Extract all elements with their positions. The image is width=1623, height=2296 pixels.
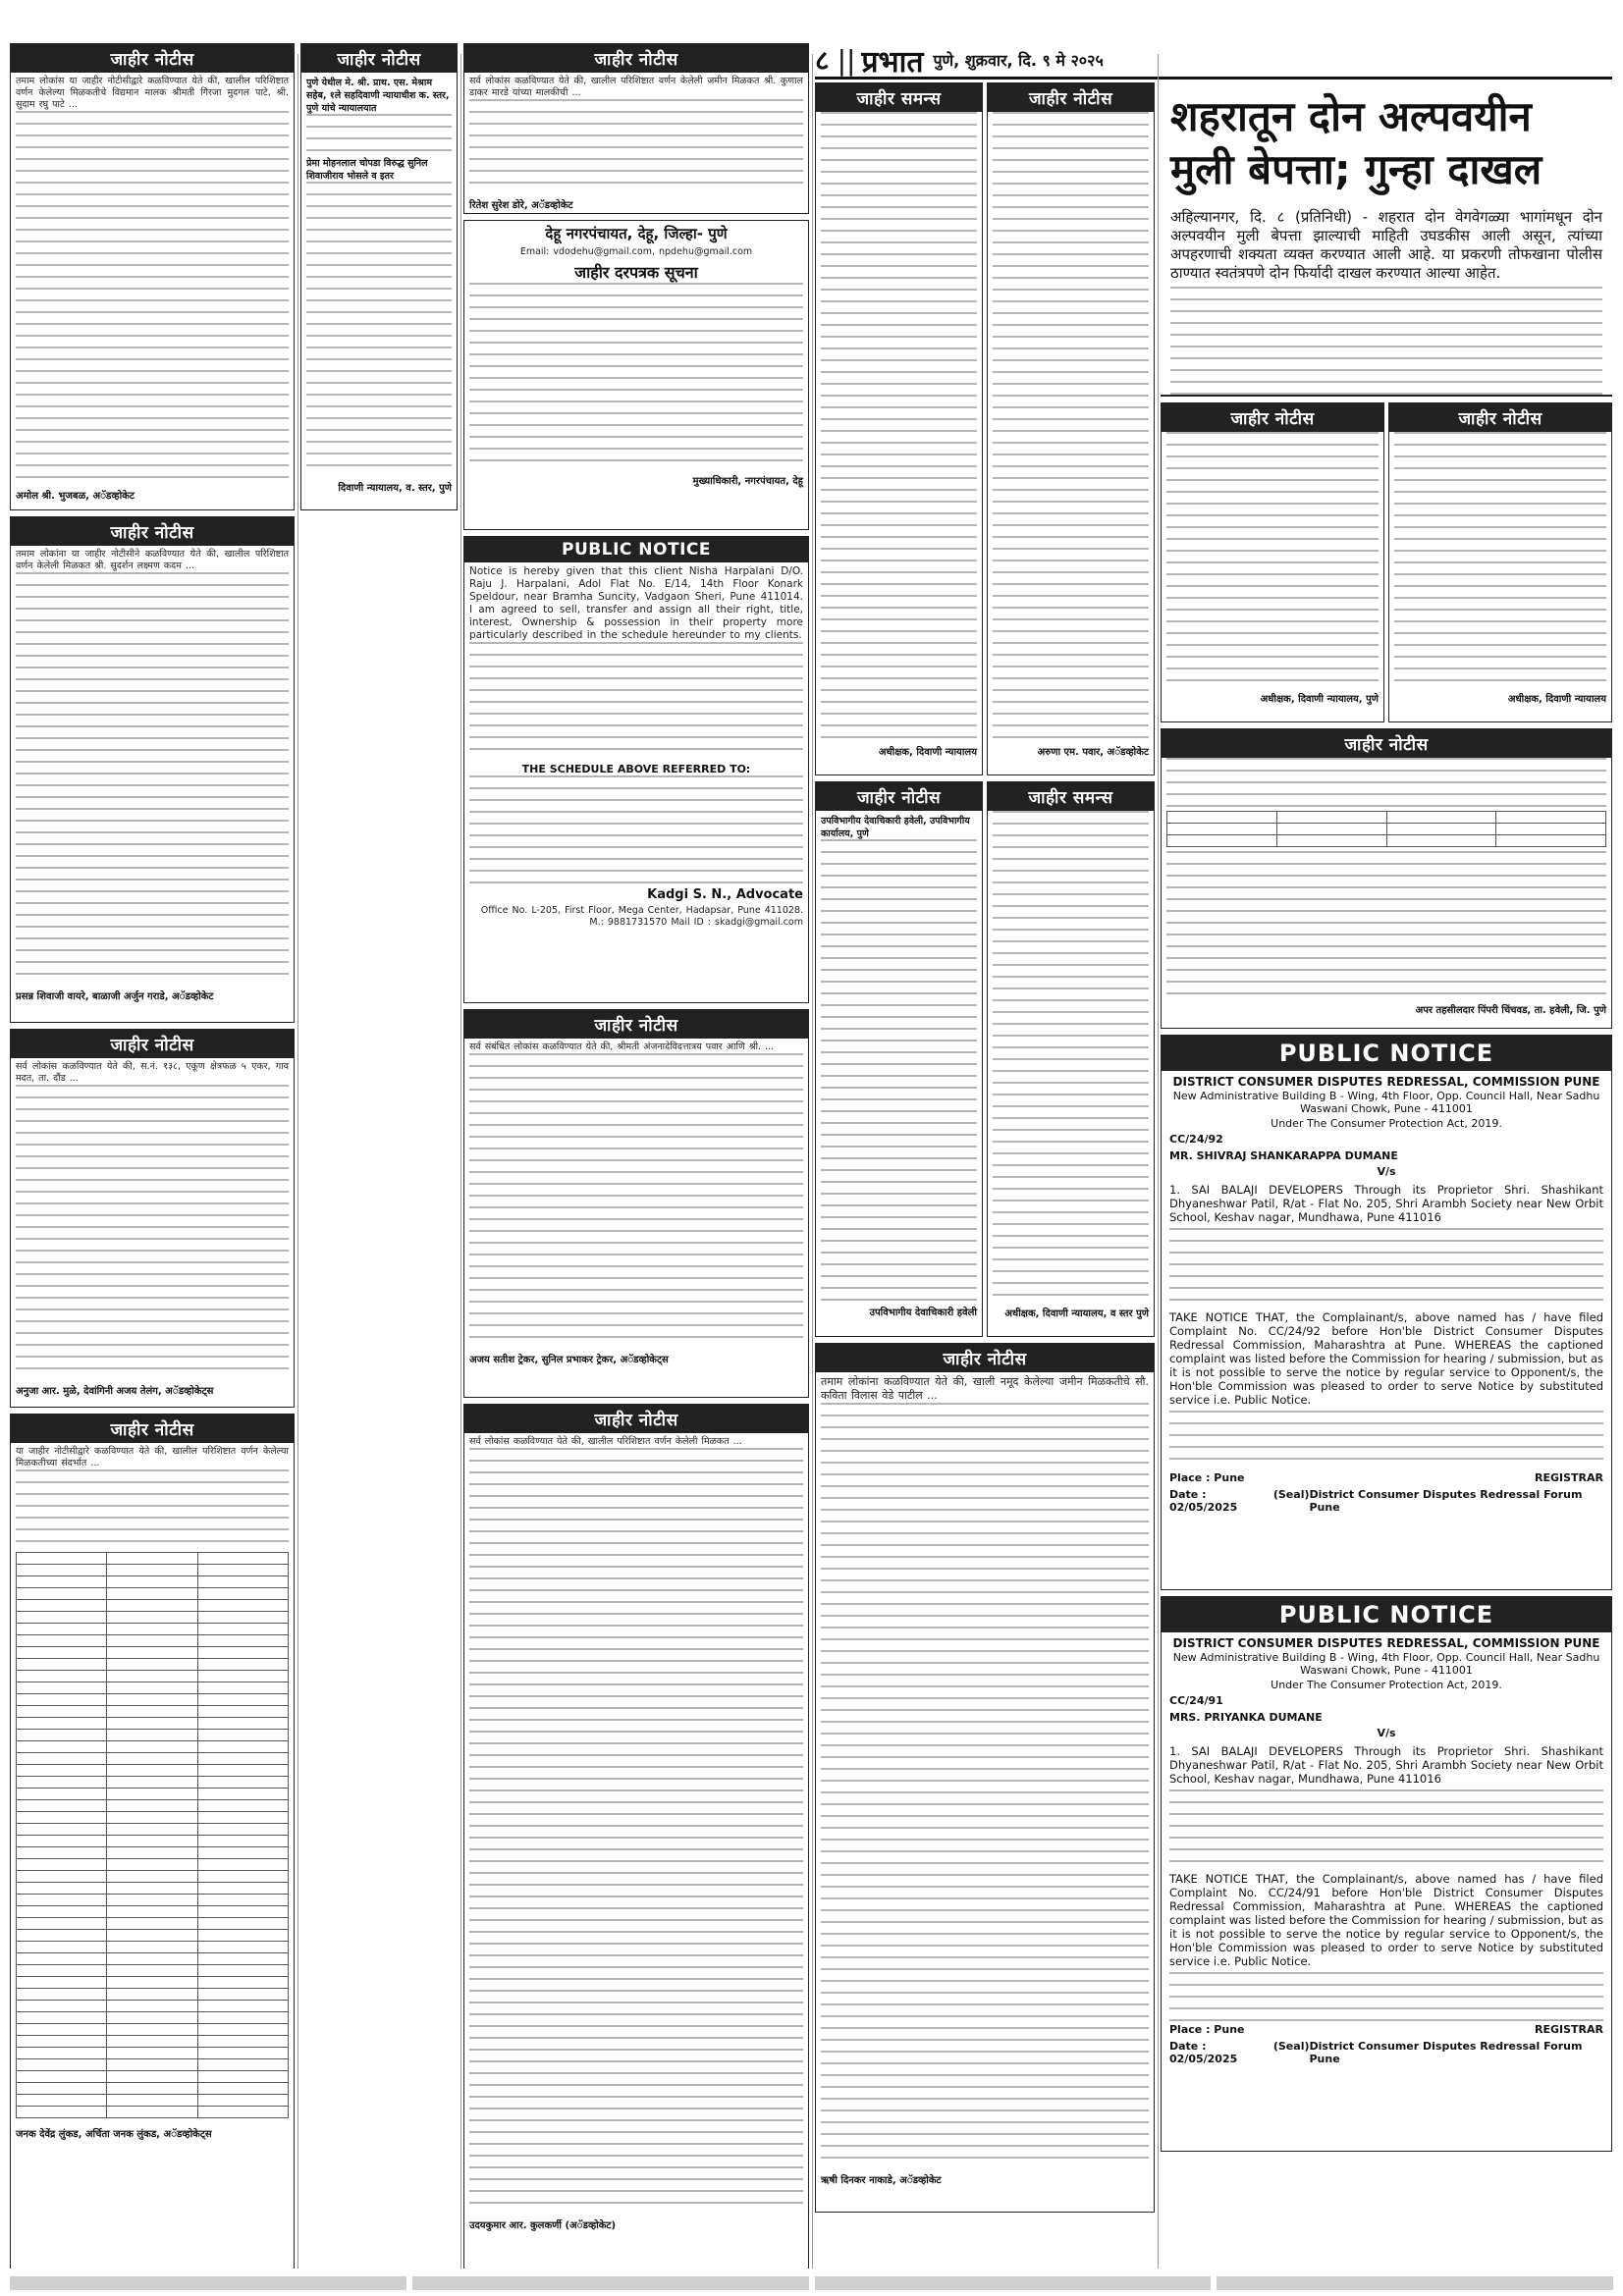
notice-signature: अधीक्षक, दिवाणी न्यायालय bbox=[1507, 694, 1606, 705]
notice-title: जाहीर समन्स bbox=[988, 782, 1154, 811]
registrar-label: REGISTRAR bbox=[1535, 2023, 1603, 2036]
case-number: CC/24/92 bbox=[1169, 1133, 1223, 1146]
notice-signature: जनक देवेंद्र लुंकड, अर्चिता जनक लुंकड, अॅडव्होकेट्स bbox=[16, 2129, 212, 2140]
notice-signature: अनुजा आर. मुळे, देवांगिनी अजय तेलंग, अॅडव्होकेट्स bbox=[16, 1386, 214, 1397]
notice-signature: अधीक्षक, दिवाणी न्यायालय, पुणे bbox=[1260, 694, 1379, 705]
notice-body-lines bbox=[821, 112, 977, 740]
notice-title: जाहीर नोटीस bbox=[464, 44, 808, 73]
notice-samans-2 bbox=[987, 781, 1155, 1337]
date-row bbox=[1162, 2038, 1611, 2067]
notice-signature: उपविभागीय देवाचिकारी हवेली bbox=[869, 1308, 977, 1318]
notice-title: PUBLIC NOTICE bbox=[1162, 1036, 1611, 1071]
notice-6-3 bbox=[1161, 728, 1612, 1029]
respondent-lines bbox=[1169, 1228, 1603, 1307]
complainant-name: MR. SHIVRAJ SHANKARAPPA DUMANE bbox=[1169, 1149, 1398, 1162]
place: Place : Pune bbox=[1169, 2023, 1245, 2036]
commission-address: New Administrative Building B - Wing, 4th Floor, Opp. Council Hall, Near Sadhu Waswani Chowk, Pune - 411001 bbox=[1172, 1651, 1600, 1677]
forum-name: District Consumer Disputes Redressal Forum Pune bbox=[1309, 2040, 1583, 2065]
public-notice-consumer-1 bbox=[1161, 1035, 1612, 1590]
notice-tender bbox=[463, 220, 809, 530]
notice-body-lines bbox=[1169, 1411, 1603, 1469]
complainant-row bbox=[1162, 1148, 1611, 1164]
notice-title: जाहीर नोटीस bbox=[11, 1030, 294, 1058]
notice-body: TAKE NOTICE THAT, the Complainant/s, above named has / have filed Complaint No. CC/24/92 before Hon'ble District Consumer Disputes Redressal Commission, Maharashtra at Pune. WHEREAS the captioned complaint was listed before the Commission for hearing / submission, but as it is not possible to serve the notice by regular service to Opponent/s, the Hon'ble Commission was pleased to order to serve Notice by substituted service i.e. Public Notice. bbox=[1169, 1310, 1603, 1407]
notice-text: Notice is hereby given that this client Nisha Harpalani D/O. Raju J. Harpalani, Adol Flat No. E/14, 14th Floor Konark Speldour, near Bramha Suncity, Vadgaon Sheri, Pune 411014. I am agreed to sell, transfer and assign all their right, title, interest, Ownership & possession in their property more particularly described in the schedule hereunder to my clients. bbox=[469, 565, 803, 641]
notice-text: सर्व लोकांस कळविण्यात येते की, खालील परिशिष्टात वर्णन केलेली जमीन मिळकत श्री. कुणाल डाकर मारडे यांच्या मालकीची ... bbox=[469, 76, 803, 98]
notice-text: सर्व लोकांस कळविण्यात येते की, खालील परिशिष्टात वर्णन केलेली मिळकत ... bbox=[469, 1436, 742, 1447]
seal: (Seal) bbox=[1272, 1488, 1310, 1501]
forum-name: District Consumer Disputes Redressal Forum Pune bbox=[1309, 1488, 1583, 1514]
notice-3-4 bbox=[463, 1009, 809, 1398]
commission-name: DISTRICT CONSUMER DISPUTES REDRESSAL, COMMISSION PUNE bbox=[1172, 1075, 1600, 1089]
notice-5-2 bbox=[987, 82, 1155, 775]
notice-signature: मुख्याधिकारी, नगरपंचायत, देहू bbox=[692, 476, 803, 487]
date: Date : 02/05/2025 bbox=[1169, 2040, 1238, 2065]
notice-signature: अरुणा एम. पवार, अॅडव्होकेट bbox=[1037, 747, 1149, 758]
respondents: 1. SAI BALAJI DEVELOPERS Through its Proprietor Shri. Shashikant Dhyaneshwar Patil, R/at - Flat No. 205, Shri Arambh Society near New Orbit School, Keshav nagar, Mundhawa, Pune 411016 bbox=[1169, 1183, 1603, 1224]
column-3 bbox=[463, 43, 809, 2269]
date-row bbox=[1162, 1486, 1611, 1516]
col6-notice-row bbox=[1161, 402, 1612, 728]
notice-title: जाहीर नोटीस bbox=[301, 44, 457, 73]
versus-label: V/s bbox=[1377, 1727, 1396, 1739]
notice-title: जाहीर नोटीस bbox=[816, 1344, 1154, 1372]
registrar-label: REGISTRAR bbox=[1535, 1471, 1603, 1484]
column-divider bbox=[460, 54, 461, 2269]
place: Place : Pune bbox=[1169, 1471, 1245, 1484]
commission-act: Under The Consumer Protection Act, 2019. bbox=[1271, 1117, 1502, 1130]
notice-title: जाहीर नोटीस bbox=[11, 517, 294, 546]
notice-body-lines bbox=[469, 1448, 803, 2214]
notice-signature: प्रसन्न शिवाजी वायरे, बाळाजी अर्जुन गराडे, अॅडव्होकेट bbox=[16, 991, 214, 1002]
notice-body-lines bbox=[993, 811, 1149, 1302]
notice-title: जाहीर समन्स bbox=[816, 83, 982, 112]
notice-text: या जाहीर नोटीसीद्वारे कळविण्यात येते की, खालील परिशिष्टात वर्णन केलेल्या मिळकतीच्या संदर्भात ... bbox=[16, 1446, 289, 1468]
notice-body-lines bbox=[993, 112, 1149, 740]
notice-title: जाहीर नोटीस bbox=[11, 44, 294, 73]
column-1 bbox=[10, 43, 295, 2269]
notice-body-lines bbox=[16, 572, 289, 985]
public-notice-consumer-2 bbox=[1161, 1596, 1612, 2152]
notice-body-lines bbox=[469, 775, 803, 883]
court-name: पुणे येथील मे. श्री. प्राथ. एस. मेश्राम सहेब, १ले सहदिवाणी न्यायाधीश क. स्तर, पुणे यांचे न्यायालयात bbox=[306, 78, 450, 114]
column-divider bbox=[812, 54, 813, 2269]
notice-body-lines bbox=[1166, 851, 1606, 998]
notice-signature: अधीक्षक, दिवाणी न्यायालय, व स्तर पुणे bbox=[1004, 1308, 1149, 1319]
commission-address: New Administrative Building B - Wing, 4th Floor, Opp. Council Hall, Near Sadhu Waswani Chowk, Pune - 411001 bbox=[1172, 1090, 1600, 1115]
notice-title: जाहीर नोटीस bbox=[464, 1405, 808, 1433]
news-story bbox=[1161, 82, 1612, 397]
complainant-name: MRS. PRIYANKA DUMANE bbox=[1169, 1711, 1323, 1724]
notice-3 bbox=[10, 1029, 295, 1408]
notice-samans-1 bbox=[815, 82, 983, 775]
notice-6-1 bbox=[1161, 402, 1384, 722]
case-number-row bbox=[1162, 1692, 1611, 1709]
place-row bbox=[1162, 2021, 1611, 2038]
notice-signature: अजय सतीश ट्रेकर, सुनिल प्रभाकर ट्रेकर, अॅडव्होकेट्स bbox=[469, 1355, 669, 1365]
notice-text: सर्व लोकांस कळविण्यात येते की, स.नं. १३८, एकूण क्षेत्रफळ ५ एकर, गाव मदत, ता. दौंड ... bbox=[16, 1061, 289, 1084]
masthead-divider-icon: || bbox=[837, 43, 856, 77]
notice-text: तमाम लोकांना कळविण्यात येते की, खाली नमूद केलेल्या जमीन मिळकतीचे सौ. कविता विलास वेडे पाटील ... bbox=[821, 1375, 1149, 1402]
case-number: CC/24/91 bbox=[1169, 1694, 1223, 1707]
respondents: 1. SAI BALAJI DEVELOPERS Through its Proprietor Shri. Shashikant Dhyaneshwar Patil, R/at - Flat No. 205, Shri Arambh Society near New Orbit School, Keshav nagar, Mundhawa, Pune 411016 bbox=[1169, 1744, 1603, 1786]
notice-body-lines bbox=[469, 642, 803, 760]
notice-title: PUBLIC NOTICE bbox=[1162, 1597, 1611, 1632]
notice-2 bbox=[10, 516, 295, 1023]
notice-5-3 bbox=[815, 781, 983, 1337]
footer-strip bbox=[0, 2276, 1623, 2290]
notice-body: TAKE NOTICE THAT, the Complainant/s, above named has / have filed Complaint No. CC/24/91 before Hon'ble District Consumer Disputes Redressal Commission, Maharashtra at Pune. WHEREAS the captioned complaint was listed before the Commission for hearing / submission, but as it is not possible to serve the notice by regular service to Opponent/s, the Hon'ble Commission was pleased to order to serve Notice by substituted service i.e. Public Notice. bbox=[1169, 1872, 1603, 1968]
col5-top-row bbox=[815, 82, 1155, 781]
notice-title: जाहीर दरपत्रक सूचना bbox=[574, 263, 698, 282]
notice-body-lines bbox=[821, 839, 977, 1301]
org-email: Email: vdodehu@gmail.com, npdehu@gmail.com bbox=[519, 246, 753, 257]
notice-body-lines bbox=[469, 99, 803, 193]
notice-4 bbox=[10, 1414, 295, 2269]
org-name: देहू नगरपंचायत, देहू, जिल्हा- पुणे bbox=[545, 225, 728, 242]
public-notice-english bbox=[463, 536, 809, 1003]
schedule-table bbox=[1166, 811, 1606, 847]
column-5 bbox=[815, 82, 1155, 2269]
notice-title: जाहीर नोटीस bbox=[11, 1415, 294, 1443]
notice-body-lines bbox=[821, 1403, 1149, 2168]
notice-title: जाहीर नोटीस bbox=[1389, 403, 1611, 432]
place-row bbox=[1162, 1469, 1611, 1486]
case-parties: प्रेमा मोहनलाल चोपडा विरुद्ध सुनिल शिवाजीराव भोसले व इतर bbox=[306, 158, 428, 182]
notice-body-lines bbox=[1169, 1972, 1603, 2021]
advocate-address: Office No. L-205, First Floor, Mega Center, Hadapsar, Pune 411028. M.: 9881731570 Mail ID : skadgi@gmail.com bbox=[480, 905, 803, 928]
notice-signature: अमोल श्री. भुजबळ, अॅडव्होकेट bbox=[16, 491, 135, 502]
notice-6-2 bbox=[1388, 402, 1612, 722]
notice-title: जाहीर नोटीस bbox=[464, 1010, 808, 1039]
notice-body-lines bbox=[16, 1085, 289, 1379]
notice-1 bbox=[10, 43, 295, 510]
footer-block bbox=[815, 2276, 1212, 2290]
org-name: उपविभागीय देवाचिकारी हवेली, उपविभागीय कार्यालय, पुणे bbox=[821, 816, 970, 839]
respondent-lines bbox=[1169, 1789, 1603, 1868]
notice-body-lines bbox=[306, 114, 452, 153]
case-number-row bbox=[1162, 1131, 1611, 1148]
news-headline: शहरातून दोन अल्पवयीन मुली बेपत्ता; गुन्हा दाखल bbox=[1170, 92, 1542, 193]
notice-body-lines bbox=[1166, 432, 1379, 687]
notice-signature: अपर तहसीलदार पिंपरी चिंचवड, ता. हवेली, जि. पुणे bbox=[1415, 1005, 1606, 1016]
complainant-row bbox=[1162, 1709, 1611, 1726]
notice-signature: अधीक्षक, दिवाणी न्यायालय bbox=[878, 747, 977, 758]
commission-name: DISTRICT CONSUMER DISPUTES REDRESSAL, COMMISSION PUNE bbox=[1172, 1636, 1600, 1650]
footer-block bbox=[412, 2276, 809, 2290]
notice-body-lines bbox=[469, 283, 803, 469]
notice-body-lines bbox=[16, 1469, 289, 1548]
versus-label: V/s bbox=[1377, 1165, 1396, 1178]
news-lead: अहिल्यानगर, दि. ८ (प्रतिनिधी) - शहरात दोन वेगवेगळ्या भागांमधून दोन अल्पवयीन मुली बेपत्ता झाल्याची माहिती उघडकीस आली असून, त्यांच्या अपहरणाची शक्यता व्यक्त करण्यात आली आहे. या प्रकरणी तोफखाना पोलीस ठाण्यात स्वतंत्रपणे दोन फिर्यादी दाखल करण्यात आल्या आहेत. bbox=[1170, 208, 1602, 282]
schedule-heading: THE SCHEDULE ABOVE REFERRED TO: bbox=[521, 763, 751, 775]
notice-title: PUBLIC NOTICE bbox=[464, 537, 808, 562]
schedule-table bbox=[16, 1552, 289, 2118]
news-body-lines bbox=[1170, 287, 1602, 395]
column-divider bbox=[1158, 54, 1159, 2269]
notice-5-5 bbox=[815, 1343, 1155, 2213]
notice-text: तमाम लोकांना या जाहीर नोटीसीने कळविण्यात येते की, खालील परिशिष्टात वर्णन केलेली मिळकत श्री. सुदर्शन लक्ष्मण कदम ... bbox=[16, 549, 289, 571]
col5-mid-row bbox=[815, 781, 1155, 1343]
seal: (Seal) bbox=[1272, 2040, 1310, 2053]
edition-date: पुणे, शुक्रवार, दि. ९ मे २०२५ bbox=[933, 51, 1104, 70]
column-2 bbox=[300, 43, 458, 2269]
notice-title: जाहीर नोटीस bbox=[1162, 403, 1383, 432]
notice-body-lines bbox=[1166, 758, 1606, 807]
notice-body-lines bbox=[1394, 432, 1606, 687]
notice-text: तमाम लोकांस या जाहीर नोटीसीद्वारे कळविण्यात येते की, खालील परिशिष्टात वर्णन केलेल्या मिळकतीचे विद्यमान मालक श्रीमती गिरजा मुदगल पाटे, श्री. सुदाम रघु पाटे ... bbox=[16, 76, 289, 110]
footer-block bbox=[10, 2276, 406, 2290]
page-number: ८ bbox=[815, 44, 830, 77]
notice-signature: Kadgi S. N., Advocate bbox=[647, 887, 803, 902]
notice-title: जाहीर नोटीस bbox=[1162, 729, 1611, 758]
notice-title: जाहीर नोटीस bbox=[988, 83, 1154, 112]
notice-3-1 bbox=[463, 43, 809, 214]
notice-body-lines bbox=[469, 1053, 803, 1348]
notice-signature: दिवाणी न्यायालय, व. स्तर, पुणे bbox=[338, 483, 452, 494]
column-6 bbox=[1161, 82, 1612, 2269]
notice-title: जाहीर नोटीस bbox=[816, 782, 982, 811]
notice-signature: ऋषी दिनकर नाकाडे, अॅडव्होकेट bbox=[821, 2175, 942, 2186]
notice-body-lines bbox=[16, 111, 289, 484]
footer-block bbox=[1217, 2276, 1613, 2290]
paper-logo: प्रभात bbox=[861, 44, 924, 80]
notice-signature: रितेश सुरेश डोरे, अॅडव्होकेट bbox=[469, 200, 573, 211]
notice-signature: उदयकुमार आर. कुलकर्णी (अॅडव्होकेट) bbox=[469, 2220, 617, 2231]
notice-text: सर्व संबंधित लोकांस कळविण्यात येते की, श्रीमती अंजनादेविदत्तात्रय पवार आणि श्री. ... bbox=[469, 1041, 775, 1052]
masthead bbox=[815, 43, 1612, 80]
commission-act: Under The Consumer Protection Act, 2019. bbox=[1271, 1679, 1502, 1691]
date: Date : 02/05/2025 bbox=[1169, 1488, 1238, 1514]
notice-court bbox=[300, 43, 458, 510]
notice-3-5 bbox=[463, 1404, 809, 2269]
notice-body-lines bbox=[306, 182, 452, 476]
